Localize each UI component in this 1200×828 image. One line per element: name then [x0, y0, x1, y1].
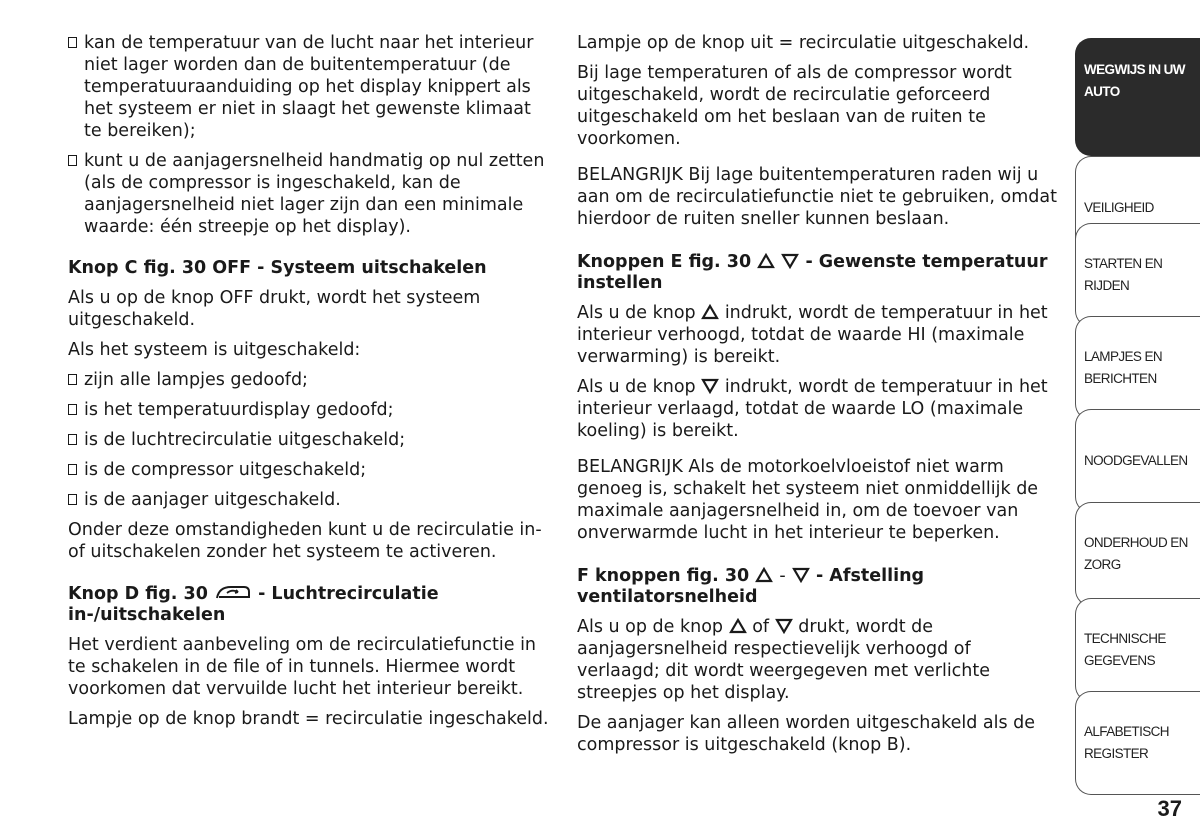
list-item: is de compressor uitgeschakeld;: [68, 459, 553, 481]
triangle-up-icon: [755, 567, 773, 583]
paragraph: Onder deze omstandigheden kunt u de recirculatie in- of uitschakelen zonder het systeem te activeren.: [68, 520, 542, 562]
tab-wegwijs-in-uw-auto[interactable]: WEGWIJS IN UW AUTO: [1075, 38, 1200, 156]
tab-technische-gegevens[interactable]: TECHNISCHE GEGEVENS: [1075, 598, 1200, 702]
paragraph: Als het systeem is uitgeschakeld:: [68, 340, 361, 360]
paragraph: Als u de knop indrukt, wordt de temperatuur in het interieur verhoogd, totdat de waarde HI (maximale verwarming) is bereikt.: [577, 303, 1048, 367]
checkbox-bullet-icon: [68, 494, 77, 505]
checkbox-bullet-icon: [68, 464, 77, 475]
paragraph: Bij lage temperaturen of als de compressor wordt uitgeschakeld, wordt de recirculatie geforceerd uitgeschakeld om het beslaan van de ruiten te voorkomen.: [577, 63, 1012, 149]
triangle-down-icon: [792, 567, 810, 583]
middle-column: [577, 32, 1057, 764]
checkbox-bullet-icon: [68, 37, 77, 48]
section-heading-knop-d: Knop D fig. 30 - Luchtrecirculatie in-/uitschakelen: [68, 584, 439, 625]
list-item: kunt u de aanjagersnelheid handmatig op nul zetten (als de compressor is ingeschakeld, kan de aanjagersnelheid niet lager zijn dan een minimale waarde: één streepje op het display).: [68, 150, 553, 238]
list-item: is het temperatuurdisplay gedoofd;: [68, 399, 553, 421]
paragraph: De aanjager kan alleen worden uitgeschakeld als de compressor is uitgeschakeld (knop B).: [577, 713, 1036, 755]
list-c: [68, 369, 553, 511]
checkbox-bullet-icon: [68, 404, 77, 415]
section-heading-f-knoppen: F knoppen fig. 30 - - Afstelling ventilatorsnelheid: [577, 566, 925, 607]
tab-veiligheid[interactable]: VEILIGHEID: [1075, 156, 1200, 260]
list-item: is de luchtrecirculatie uitgeschakeld;: [68, 429, 553, 451]
checkbox-bullet-icon: [68, 434, 77, 445]
tab-starten-en-rijden[interactable]: STARTEN EN RIJDEN: [1075, 223, 1200, 327]
checkbox-bullet-icon: [68, 374, 77, 385]
list-item: is de aanjager uitgeschakeld.: [68, 489, 553, 511]
list-item: kan de temperatuur van de lucht naar het interieur niet lager worden dan de buitentemperatuur (de temperatuuraanduiding op het display knippert als het systeem er niet in slaagt het gewenste klimaat te bereiken);: [68, 32, 553, 142]
triangle-down-icon: [775, 618, 793, 634]
paragraph: Lampje op de knop brandt = recirculatie ingeschakeld.: [68, 709, 549, 729]
tab-onderhoud-en-zorg[interactable]: ONDERHOUD EN ZORG: [1075, 502, 1200, 606]
paragraph: Lampje op de knop uit = recirculatie uitgeschakeld.: [577, 33, 1030, 53]
triangle-down-icon: [701, 378, 719, 394]
triangle-up-icon: [701, 304, 719, 320]
tab-alfabetisch-register[interactable]: ALFABETISCH REGISTER: [1075, 691, 1200, 795]
triangle-up-icon: [729, 618, 747, 634]
list-item: zijn alle lampjes gedoofd;: [68, 369, 553, 391]
paragraph: BELANGRIJK Als de motorkoelvloeistof niet warm genoeg is, schakelt het systeem niet onmiddellijk de maximale aanjagersnelheid in, om de toevoer van onverwarmde lucht in het interieur te beperken.: [577, 457, 1039, 543]
recirculation-icon: [214, 583, 252, 603]
tab-noodgevallen[interactable]: NOODGEVALLEN: [1075, 409, 1200, 513]
left-column: [68, 32, 553, 738]
tab-lampjes-en-berichten[interactable]: LAMPJES EN BERICHTEN: [1075, 316, 1200, 420]
section-heading-knoppen-e: Knoppen E fig. 30 - Gewenste temperatuur instellen: [577, 252, 1048, 293]
paragraph: Als u op de knop of drukt, wordt de aanjagersnelheid respectievelijk verhoogd of verlaagd; dit wordt weergegeven met verlichte streepjes op het display.: [577, 617, 991, 703]
paragraph: Als u de knop indrukt, wordt de temperatuur in het interieur verlaagd, totdat de waarde LO (maximale koeling) is bereikt.: [577, 377, 1048, 441]
paragraph: Het verdient aanbeveling om de recirculatiefunctie in te schakelen in de file of in tunnels. Hiermee wordt voorkomen dat vervuilde lucht het interieur bereikt.: [68, 635, 537, 699]
paragraph: BELANGRIJK Bij lage buitentemperaturen raden wij u aan om de recirculatiefunctie niet te gebruiken, omdat hierdoor de ruiten sneller kunnen beslaan.: [577, 165, 1057, 229]
triangle-down-icon: [781, 253, 799, 269]
triangle-up-icon: [757, 253, 775, 269]
paragraph: Als u op de knop OFF drukt, wordt het systeem uitgeschakeld.: [68, 288, 481, 330]
page-number: 37: [1157, 796, 1182, 821]
section-heading-knop-c: Knop C fig. 30 OFF - Systeem uitschakelen: [68, 258, 487, 278]
checkbox-bullet-icon: [68, 155, 77, 166]
